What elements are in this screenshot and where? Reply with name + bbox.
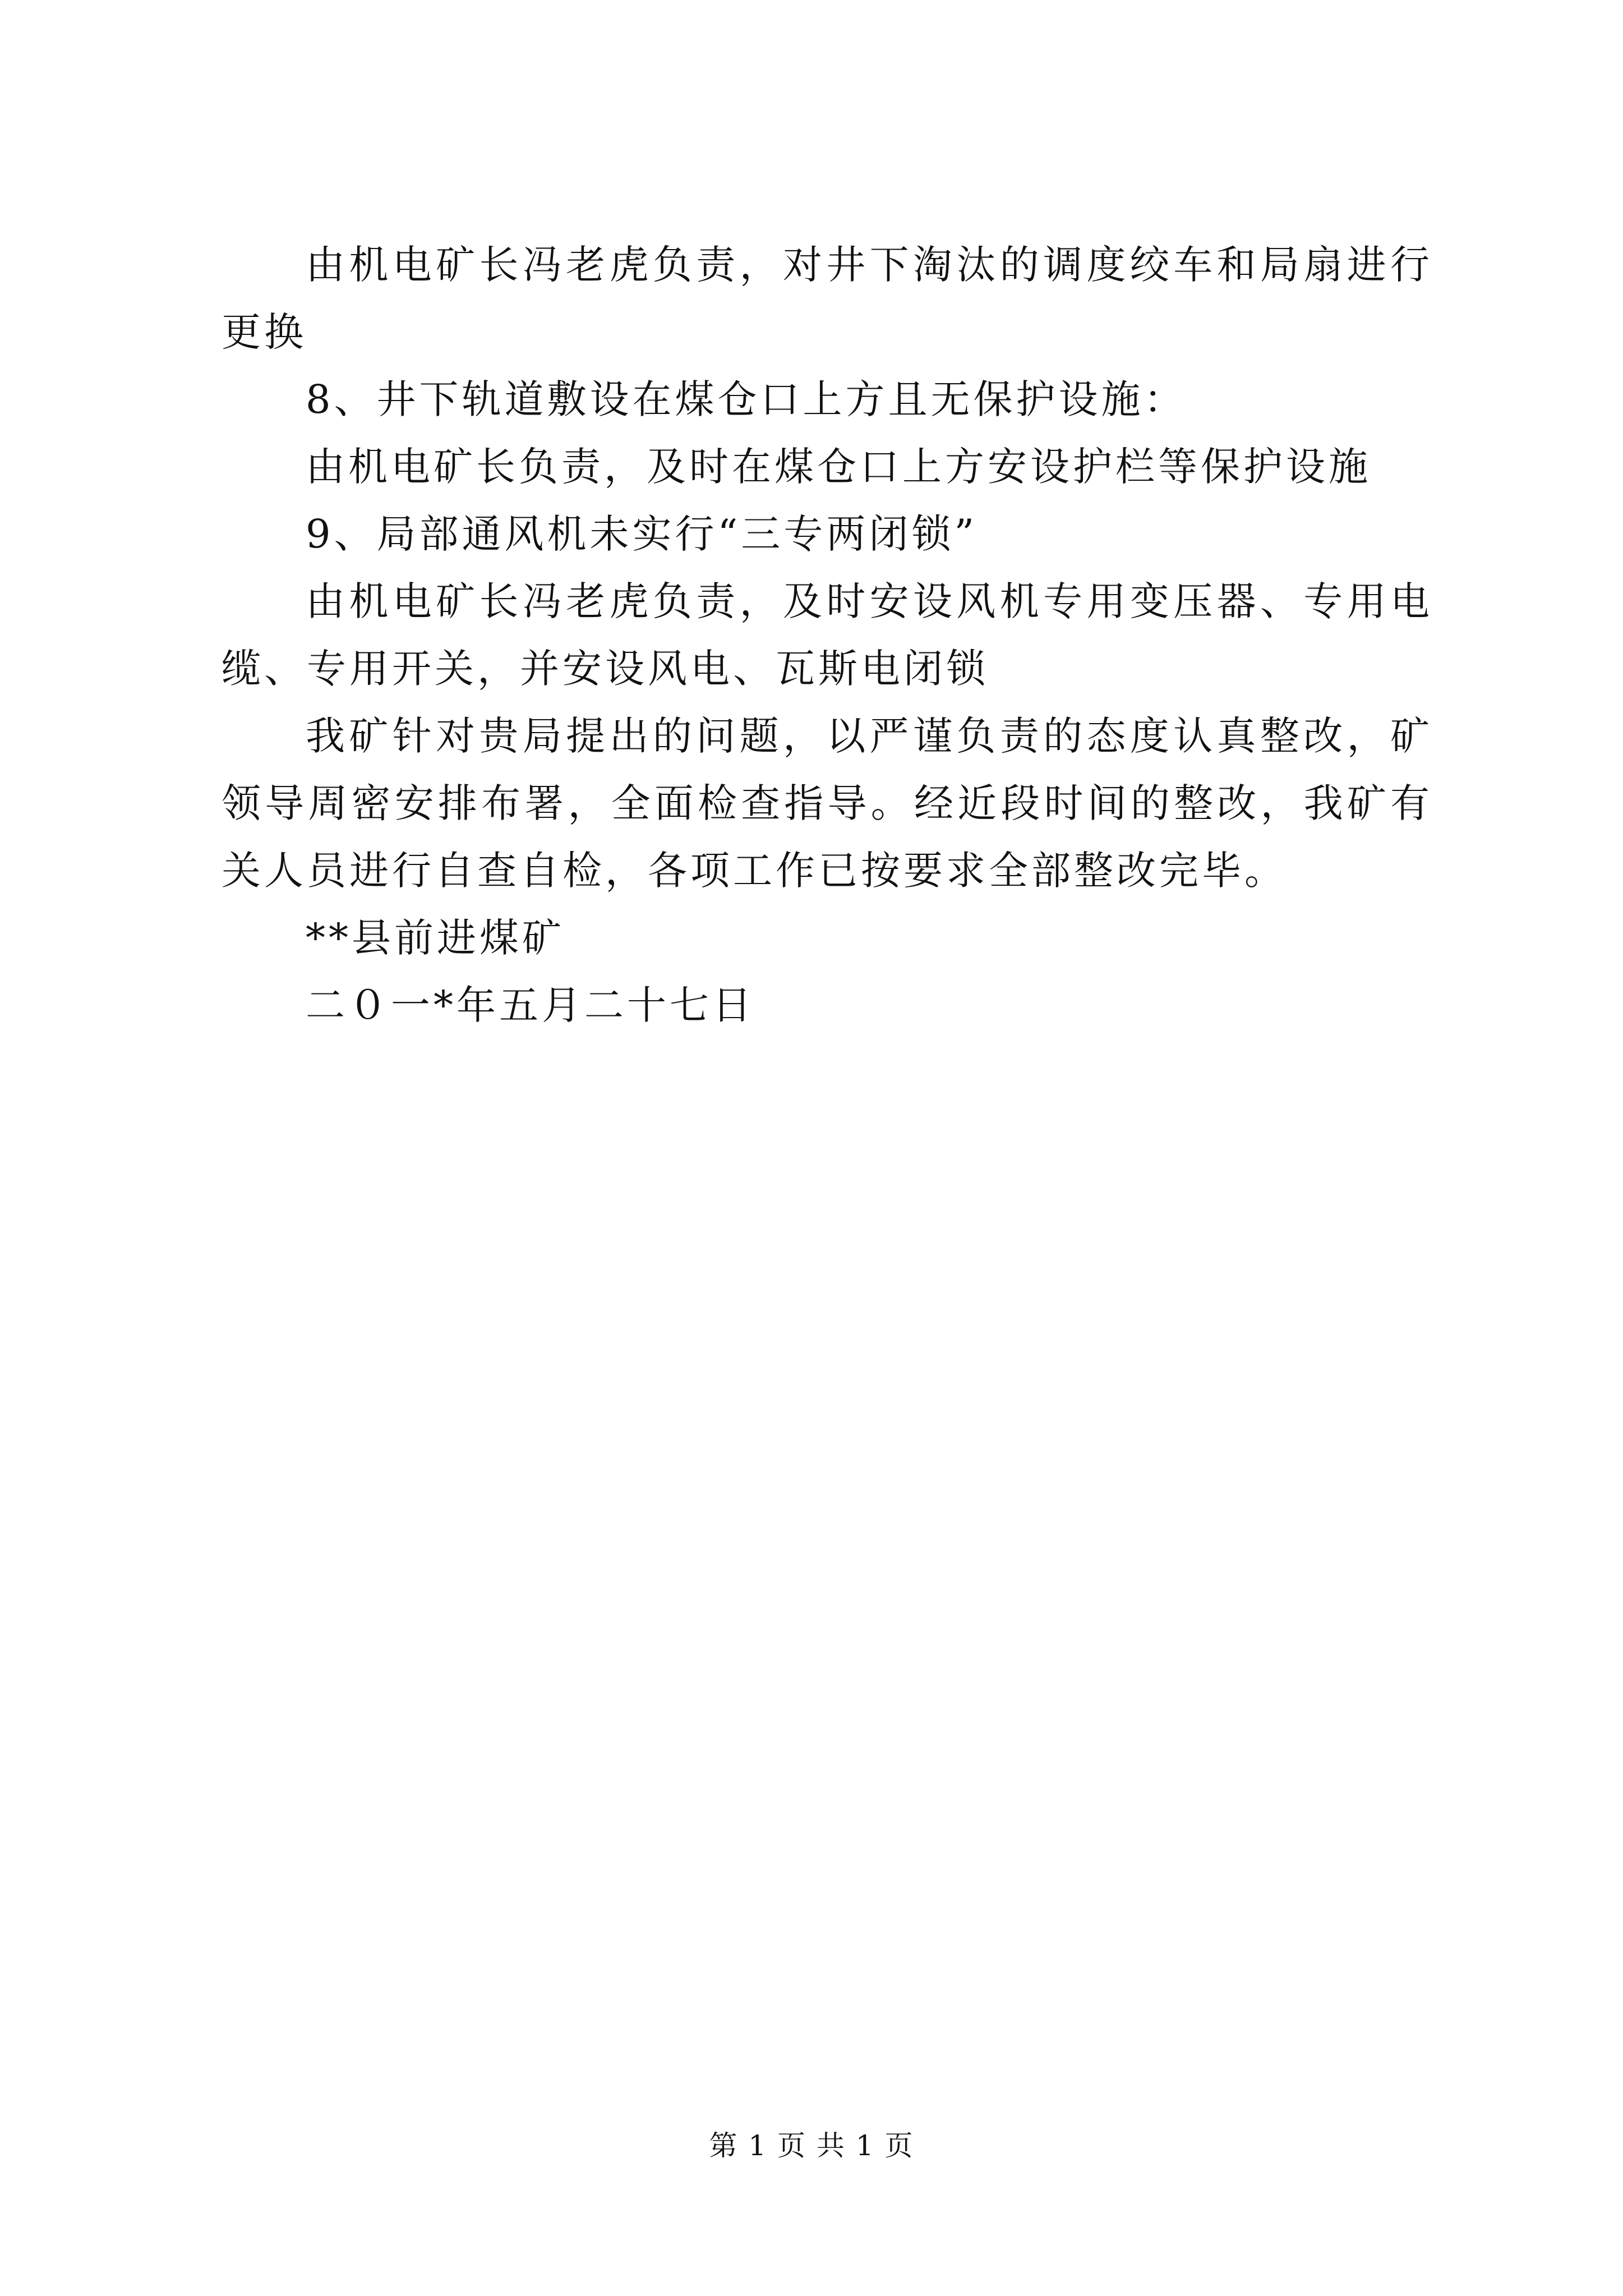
signature-date: 二０一*年五月二十七日 (306, 982, 755, 1028)
paragraph-conclusion: 我矿针对贵局提出的问题，以严谨负责的态度认真整改，矿领导周密安排布署，全面检查指导。经近段时间的整改，我矿有关人员进行自查自检，各项工作已按要求全部整改完毕。 (222, 713, 1433, 894)
paragraph-item-9-action: 由机电矿长冯老虎负责，及时安设风机专用变压器、专用电缆、专用开关，并安设风电、瓦斯电闭锁 (222, 578, 1433, 692)
signature-organization: **县前进煤矿 (306, 915, 565, 961)
paragraph-responsibility-winch: 由机电矿长冯老虎负责，对井下淘汰的调度绞车和局扇进行更换 (222, 242, 1433, 355)
paragraph-item-8-action: 由机电矿长负责，及时在煤仓口上方安设护栏等保护设施 (306, 444, 1371, 490)
paragraph-item-8-heading: 8、井下轨道敷设在煤仓口上方且无保护设施： (306, 376, 1187, 422)
paragraph-item-9-heading: 9、局部通风机未实行“三专两闭锁” (306, 511, 978, 557)
page-number-footer: 第 1 页 共 1 页 (709, 2129, 914, 2162)
document-body (222, 231, 1433, 1039)
